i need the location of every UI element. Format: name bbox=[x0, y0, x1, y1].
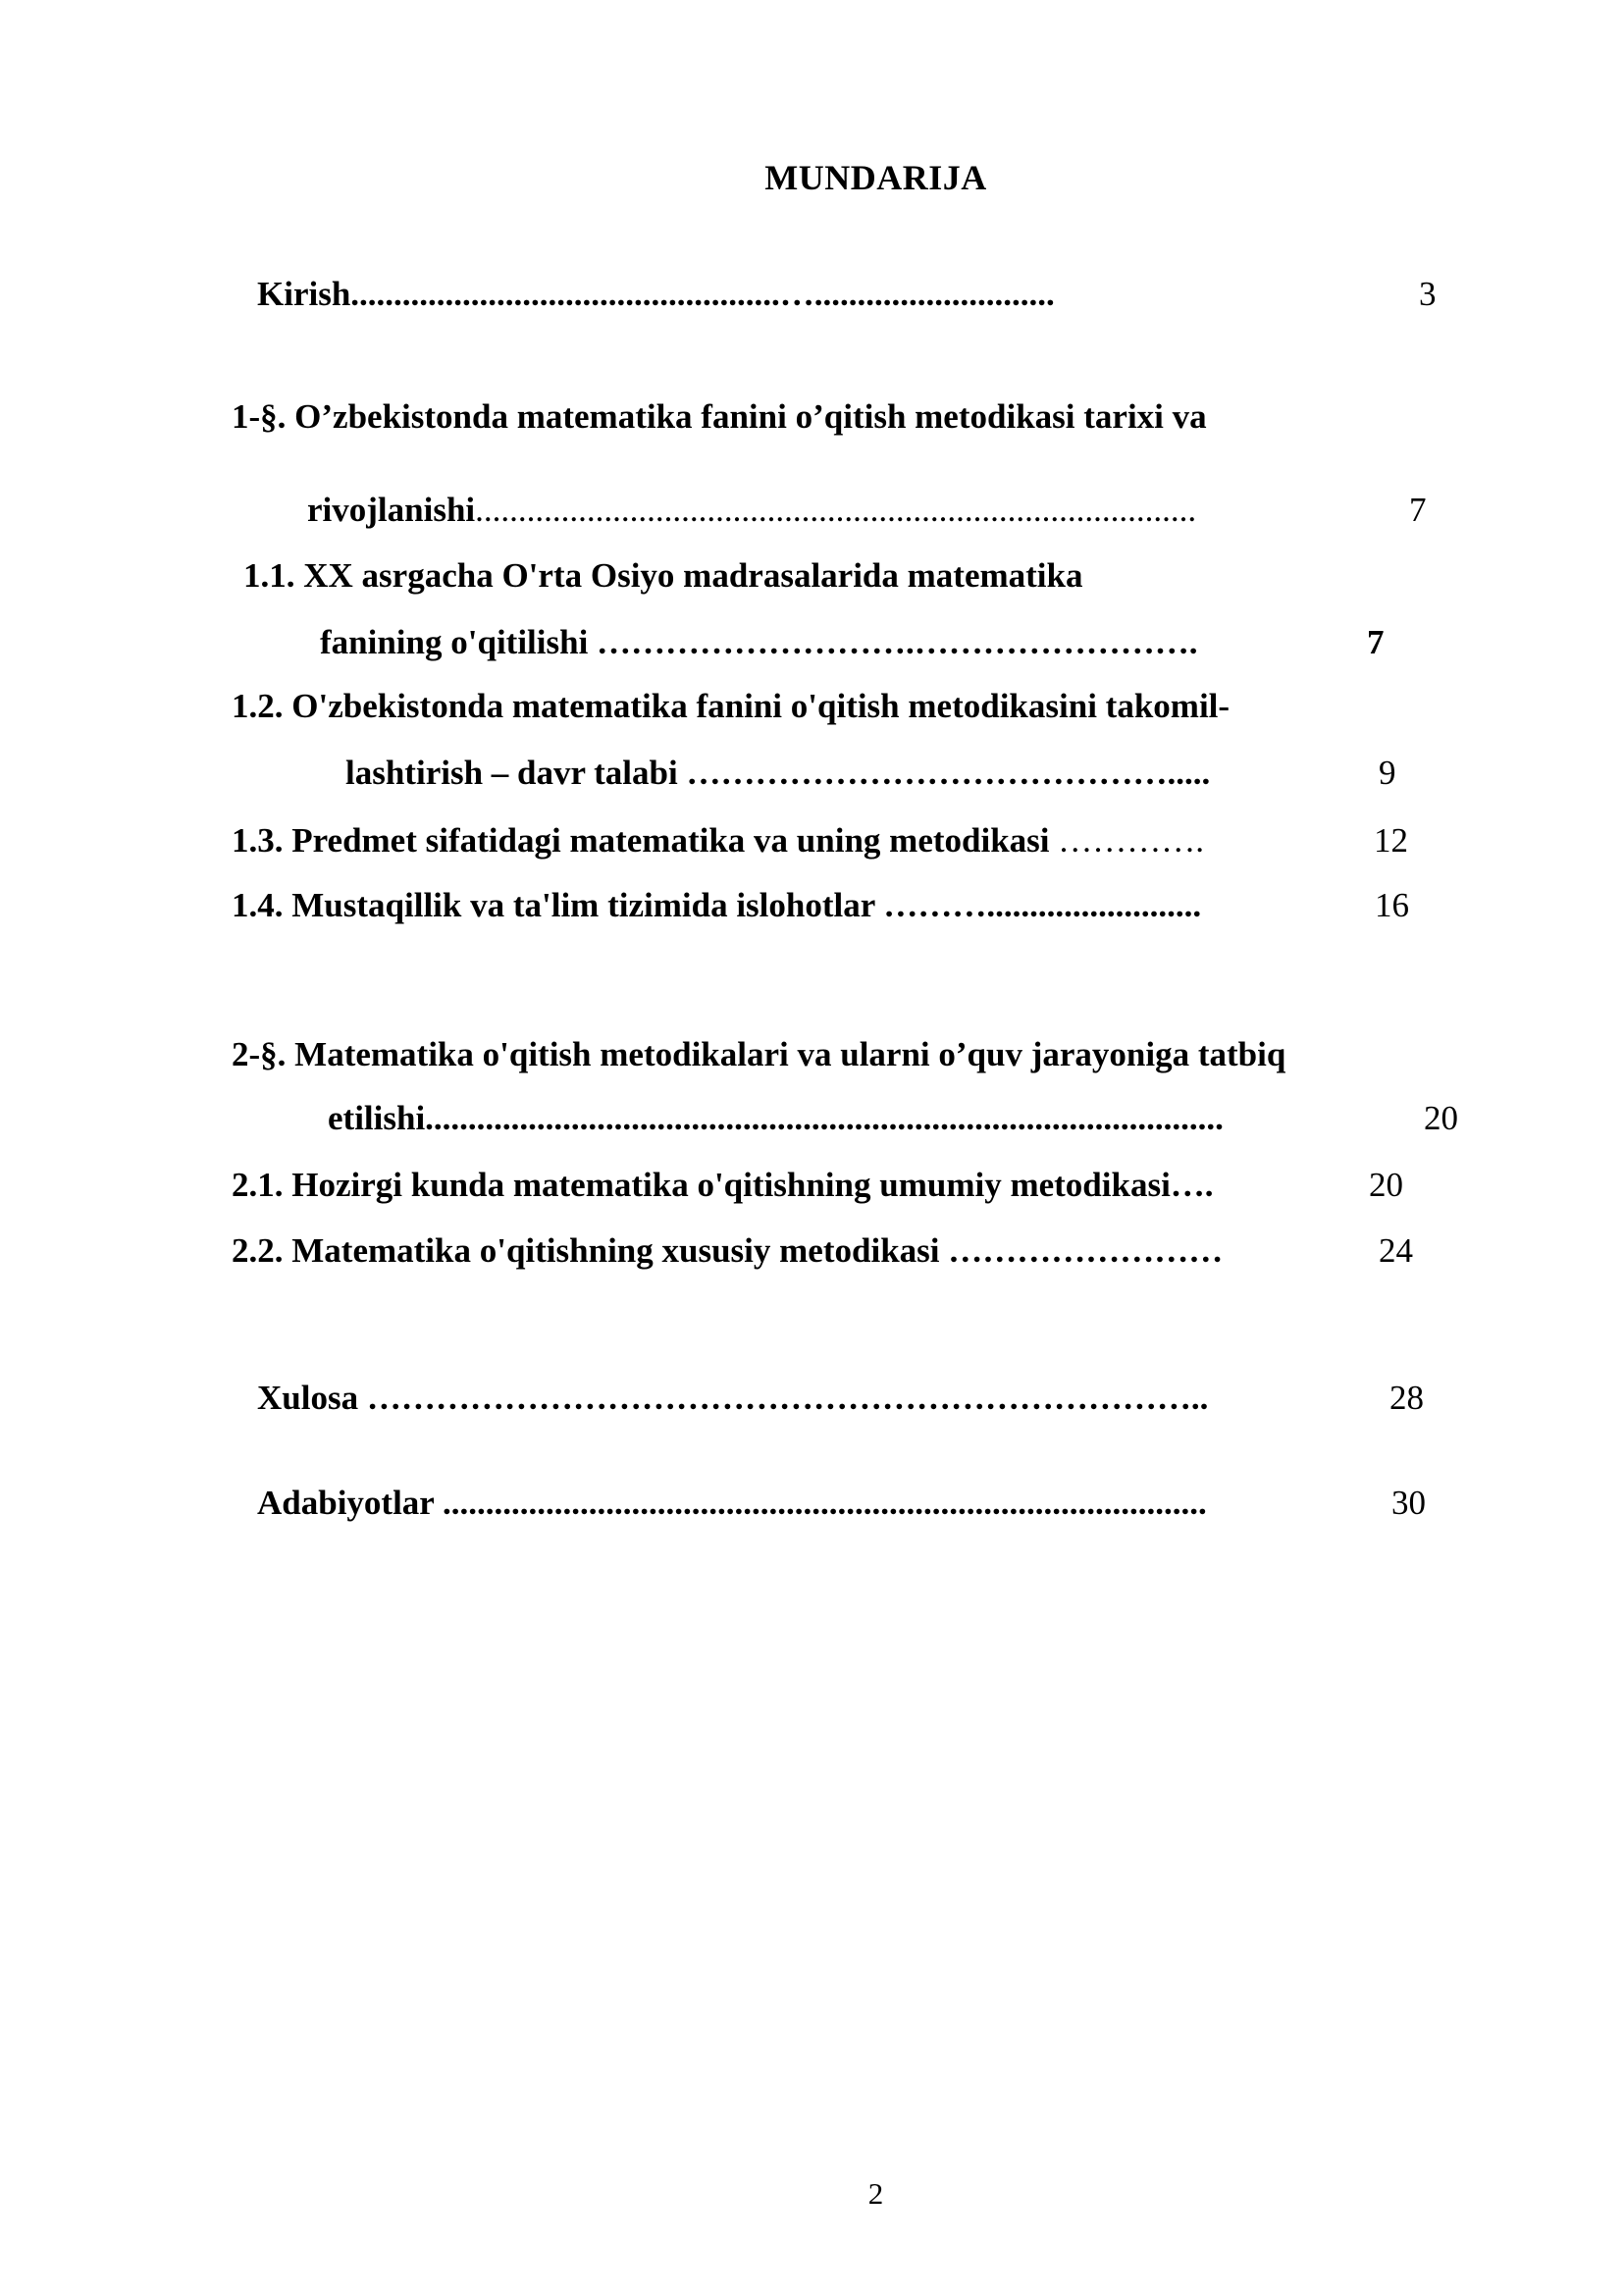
toc-page-1-2: 9 bbox=[1379, 754, 1396, 792]
toc-entry-label: rivojlanishi bbox=[307, 491, 476, 529]
toc-entry-2-2: 2.2. Matematika o'qitishning xususiy metodikasi …………………… bbox=[232, 1231, 1224, 1270]
toc-page-2-2: 24 bbox=[1379, 1231, 1413, 1270]
toc-page-2-1: 20 bbox=[1369, 1166, 1403, 1204]
toc-page-kirish: 3 bbox=[1419, 275, 1437, 313]
toc-page-xulosa: 28 bbox=[1389, 1379, 1424, 1417]
toc-page-1-4: 16 bbox=[1375, 886, 1409, 924]
toc-page-adabiyotlar: 30 bbox=[1391, 1484, 1426, 1522]
toc-entry-2-1: 2.1. Hozirgi kunda matematika o'qitishning umumiy metodikasi…. bbox=[232, 1166, 1214, 1204]
toc-entry-label: 1.3. Predmet sifatidagi matematika va uning metodikasi bbox=[232, 821, 1050, 860]
toc-leader-dots: .................................................................................... bbox=[475, 491, 1197, 529]
toc-entry-section-2-line1: 2-§. Matematika o'qitish metodikalari va ularni o’quv jarayoniga tatbiq bbox=[232, 1035, 1286, 1073]
toc-entry-1-3 bbox=[232, 821, 1204, 861]
page-number: 2 bbox=[867, 2176, 884, 2211]
toc-entry-1-4: 1.4. Mustaqillik va ta'lim tizimida islohotlar ………......................... bbox=[232, 886, 1202, 924]
toc-title: MUNDARIJA bbox=[764, 158, 987, 197]
toc-entry-adabiyotlar: Adabiyotlar ......................................................................................... bbox=[257, 1484, 1207, 1522]
toc-page-1-3: 12 bbox=[1374, 821, 1408, 860]
toc-leader-dots: ..................................................…............................ bbox=[350, 275, 1055, 313]
toc-entry-kirish bbox=[257, 275, 1055, 314]
toc-entry-1-1-line1: 1.1. XX asrgacha O'rta Osiyo madrasalarida matematika bbox=[243, 556, 1083, 595]
toc-page-section-1: 7 bbox=[1409, 491, 1427, 529]
toc-page-section-2: 20 bbox=[1424, 1099, 1458, 1137]
toc-entry-xulosa: Xulosa ……………………………………………………………….. bbox=[257, 1379, 1209, 1417]
toc-entry-1-2-line1: 1.2. O'zbekistonda matematika fanini o'qitish metodikasini takomil- bbox=[232, 687, 1231, 725]
toc-entry-section-1-line2 bbox=[307, 491, 1196, 530]
toc-entry-section-1-line1: 1-§. O’zbekistonda matematika fanini o’qitish metodikasi tarixi va bbox=[232, 397, 1207, 436]
toc-entry-label: Kirish bbox=[257, 275, 351, 313]
toc-entry-section-2-line2: etilishi............................................................................................. bbox=[328, 1099, 1224, 1137]
toc-page-1-1: 7 bbox=[1367, 623, 1385, 661]
toc-entry-1-1-line2: fanining o'qitilishi ……………………….……………………. bbox=[320, 623, 1198, 661]
toc-leader-dots: …………. bbox=[1049, 821, 1205, 860]
toc-entry-1-2-line2: lashtirish – davr talabi ……………………………………..... bbox=[345, 754, 1211, 792]
